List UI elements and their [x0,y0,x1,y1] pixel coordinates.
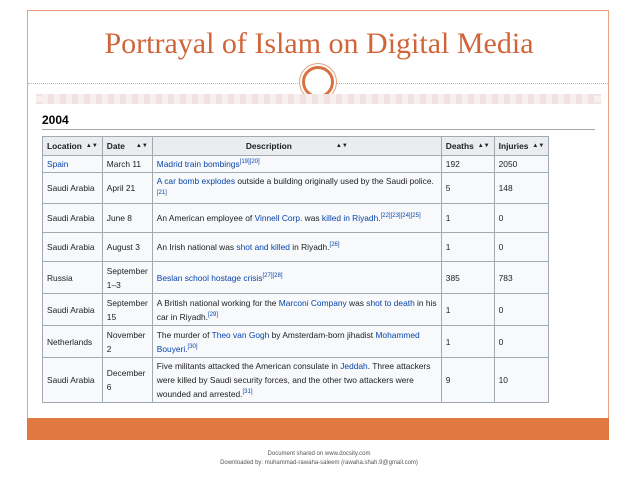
cell-location: Saudi Arabia [43,358,103,403]
cell-date: September 1–3 [102,262,152,294]
table-row [43,358,549,403]
description-text: . Three attackers were killed by Saudi security forces, and the other two attackers were wounded and arrested. [156,361,431,399]
cell-injuries: 148 [494,173,549,204]
cell-description [152,294,441,326]
cell-description [152,173,441,204]
cell-description [152,204,441,233]
description-link[interactable]: shot to death [366,297,415,308]
cell-deaths: 1 [441,204,494,233]
cell-injuries: 2050 [494,156,549,173]
footer-download-note: Downloaded by: muhammad-rawaha-saleem (rawaha.shah.9@gmail.com) [220,460,418,466]
cell-description [152,358,441,403]
sort-icon[interactable]: ▲▼ [477,143,490,149]
cell-date: December 6 [102,358,152,403]
table-row [43,326,549,358]
cell-injuries: 0 [494,204,549,233]
cell-deaths: 385 [441,262,494,294]
table-row [43,233,549,262]
sort-icon[interactable]: ▲▼ [85,143,98,149]
cell-deaths: 9 [441,358,494,403]
citation-link[interactable]: [22][23][24][25] [380,213,421,220]
cell-injuries: 0 [494,233,549,262]
description-link[interactable]: Beslan school hostage crisis [156,272,263,283]
cell-injuries: 10 [494,358,549,403]
citation-link[interactable]: [29] [208,311,219,318]
citation-link[interactable]: [27][28] [262,272,283,279]
cell-description [152,233,441,262]
footer-shared-note: Document shared on www.docsity.com [267,451,371,457]
citation-link[interactable]: [26] [329,242,340,249]
description-text: in Riyadh. [289,242,330,252]
cell-description [152,326,441,358]
screenshot-border-top [36,94,601,104]
description-text: by Amsterdam-born jihadist [269,329,376,340]
sort-icon[interactable]: ▲▼ [532,143,545,149]
cell-location: Netherlands [43,326,103,358]
description-text: was [302,213,322,223]
cell-deaths: 1 [441,294,494,326]
column-header-location[interactable]: Location ▲▼ [43,137,103,156]
citation-link[interactable]: [31] [242,389,253,396]
cell-injuries: 0 [494,326,549,358]
sort-icon[interactable]: ▲▼ [135,143,148,149]
cell-deaths: 1 [441,233,494,262]
cell-injuries: 0 [494,294,549,326]
column-header-deaths[interactable]: Deaths ▲▼ [441,137,494,156]
cell-deaths: 1 [441,326,494,358]
column-header-injuries[interactable]: Injuries ▲▼ [494,137,549,156]
table-row [43,294,549,326]
cell-date: November 2 [102,326,152,358]
description-link[interactable]: shot and killed [236,242,290,252]
cell-date: April 21 [102,173,152,204]
cell-location [43,156,103,173]
citation-link[interactable]: [21] [156,190,167,197]
cell-location: Saudi Arabia [43,294,103,326]
description-text: . [185,343,188,354]
description-link[interactable]: Mohammed Bouyeri [156,329,420,354]
location-link[interactable]: Spain [47,159,69,169]
cell-location: Russia [43,262,103,294]
description-text: An American employee of [156,213,255,223]
cell-date: March 11 [102,156,152,173]
cell-deaths: 5 [441,173,494,204]
table-header-row [43,137,549,156]
slide-title: Portrayal of Islam on Digital Media [104,27,534,60]
section-divider [42,129,595,130]
description-link[interactable]: Vinnell Corp. [254,213,303,223]
cell-date: June 8 [102,204,152,233]
description-link[interactable]: killed in Riyadh [321,213,379,223]
citation-link[interactable]: [30] [187,343,198,350]
table-row [43,173,549,204]
cell-description [152,156,441,173]
description-text: The murder of [156,329,212,340]
footer-bar [27,418,609,440]
column-header-date[interactable]: Date ▲▼ [102,137,152,156]
description-link[interactable]: Madrid train bombings [156,159,240,169]
description-link[interactable]: Jeddah [340,361,368,371]
cell-deaths: 192 [441,156,494,173]
table-row [43,156,549,173]
description-link[interactable]: A car bomb explodes [156,176,236,186]
description-link[interactable]: Theo van Gogh [211,329,270,340]
table-row [43,262,549,294]
cell-location: Saudi Arabia [43,233,103,262]
column-header-description[interactable]: Description ▲▼ [152,137,441,156]
table-row [43,204,549,233]
description-text: A British national working for the [156,297,279,308]
cell-location: Saudi Arabia [43,204,103,233]
cell-location: Saudi Arabia [43,173,103,204]
cell-date: September 15 [102,294,152,326]
description-text: was [346,297,367,308]
cell-injuries: 783 [494,262,549,294]
cell-date: August 3 [102,233,152,262]
description-text: . [378,213,381,223]
cell-description [152,262,441,294]
description-text: Five militants attacked the American consulate in [156,361,341,371]
description-text: outside a building originally used by the Saudi police. [235,176,434,186]
attacks-table [42,136,549,403]
section-year-heading: 2004 [42,113,69,127]
description-link[interactable]: Marconi Company [278,297,347,308]
description-text: in his car in Riyadh. [156,297,437,322]
sort-icon[interactable]: ▲▼ [335,143,348,149]
citation-link[interactable]: [19][20] [239,159,260,166]
description-text: An Irish national was [156,242,237,252]
